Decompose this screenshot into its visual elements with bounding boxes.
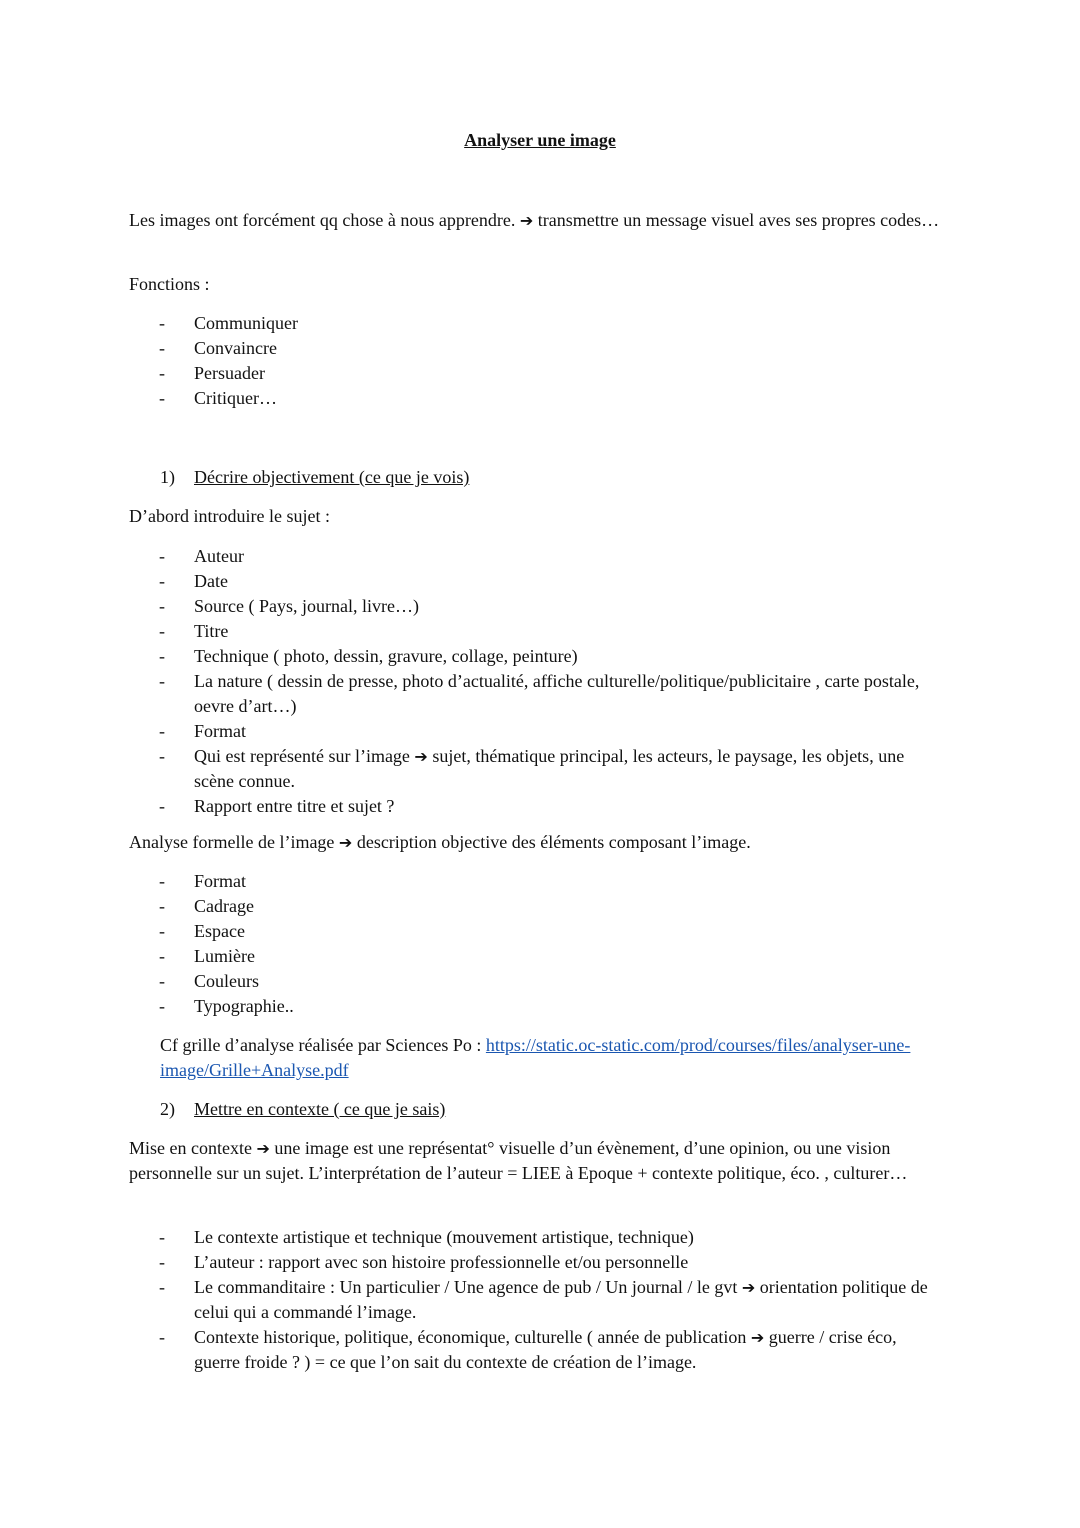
arrow-icon: ➔ [256,1139,270,1158]
list-item: - Date [129,569,939,594]
section-title: Mettre en contexte ( ce que je sais) [194,1099,446,1119]
list-item: - Qui est représenté sur l’image ➔ sujet, thématique principal, les acteurs, le paysage, les objets, une scène connue. [129,744,939,794]
section-title: Décrire objectivement (ce que je vois) [194,467,470,487]
list-item: - Format [129,719,939,744]
section-1-heading [160,465,469,490]
list-item: - Persuader [129,361,939,386]
list-item: - Source ( Pays, journal, livre…) [129,594,939,619]
list-item: - Rapport entre titre et sujet ? [129,794,939,819]
list-item: - Le commanditaire : Un particulier / Une agence de pub / Un journal / le gvt ➔ orientation politique de celui qui a commandé l’image. [129,1275,939,1325]
section-2-heading [160,1097,445,1122]
grille-link[interactable]: https://static.oc-static.com/prod/courses/files/analyser-une-image/Grille+Analyse.pdf [160,1035,911,1080]
fonctions-list [129,311,939,411]
list-item: - Critiquer… [129,386,939,411]
sujet-list [129,544,939,819]
list-item: - Couleurs [129,969,939,994]
arrow-icon: ➔ [519,211,534,230]
list-item: - Auteur [129,544,939,569]
list-item: - L’auteur : rapport avec son histoire professionnelle et/ou personnelle [129,1250,939,1275]
list-item: - La nature ( dessin de presse, photo d’actualité, affiche culturelle/politique/publicitaire , carte postale, oevre d’art…) [129,669,939,719]
analyse-formelle-paragraph: Analyse formelle de l’image ➔ description objective des éléments composant l’image. [129,832,751,852]
grille-paragraph: Cf grille d’analyse réalisée par Sciences Po : https://static.oc-static.com/prod/courses/files/analyser-une-image/Grille+Analyse.pdf [160,1035,911,1080]
introduire-label: D’abord introduire le sujet : [129,506,330,526]
list-item: - Lumière [129,944,939,969]
contexte-list [129,1225,939,1375]
list-item: - Le contexte artistique et technique (mouvement artistique, technique) [129,1225,939,1250]
list-item: - Convaincre [129,336,939,361]
list-item: - Cadrage [129,894,939,919]
arrow-icon: ➔ [741,1278,756,1297]
list-item: - Communiquer [129,311,939,336]
list-item: - Typographie.. [129,994,939,1019]
mise-en-contexte-paragraph: Mise en contexte ➔ une image est une représentat° visuelle d’un évènement, d’une opinion, ou une vision personnelle sur un sujet. L’interprétation de l’auteur = LIEE à Epoque + contexte politique, éco. , culturer… [129,1138,908,1183]
section-number: 2) [160,1099,175,1119]
intro-paragraph: Les images ont forcément qq chose à nous apprendre. ➔ transmettre un message visuel aves ses propres codes… [129,210,940,230]
list-item: - Technique ( photo, dessin, gravure, collage, peinture) [129,644,939,669]
fonctions-label: Fonctions : [129,274,210,294]
list-item: - Contexte historique, politique, économique, culturelle ( année de publication ➔ guerre / crise éco, guerre froide ? ) = ce que l’on sait du contexte de création de l’image. [129,1325,939,1375]
formelle-list [129,869,939,1019]
list-item: - Espace [129,919,939,944]
list-item: - Format [129,869,939,894]
section-number: 1) [160,467,175,487]
list-item: - Titre [129,619,939,644]
document-title: Analyser une image [464,130,616,150]
arrow-icon: ➔ [338,833,353,852]
arrow-icon: ➔ [414,747,428,766]
arrow-icon: ➔ [750,1328,765,1347]
